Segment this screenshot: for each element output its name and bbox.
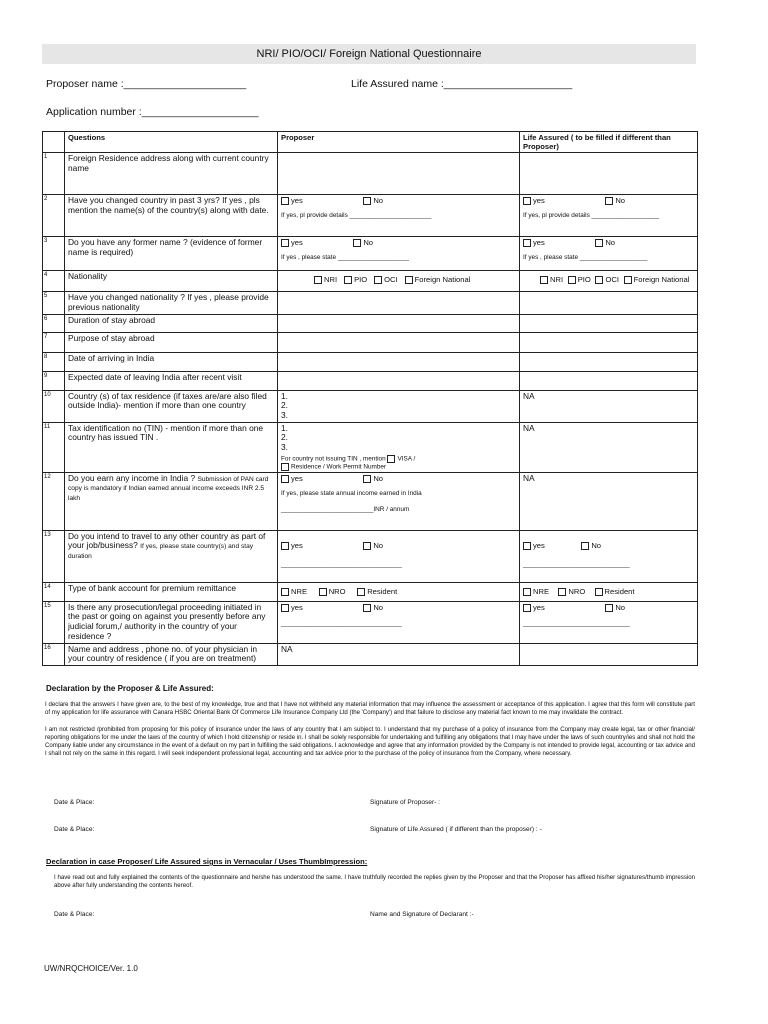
details-line[interactable]: __________________________________ [281,560,402,568]
nri-checkbox[interactable] [314,276,322,284]
yes-checkbox[interactable] [523,197,531,205]
date-place-label-3: Date & Place: [54,911,95,918]
question-text: Expected date of leaving India after recent visit [65,371,278,390]
residence-permit-checkbox[interactable] [281,463,289,471]
row-number: 16 [43,643,65,665]
no-label: No [373,473,384,483]
no-checkbox[interactable] [363,604,371,612]
row-number: 3 [43,237,65,271]
pio-label: PIO [354,275,368,285]
row-number: 5 [43,292,65,314]
question-text: Purpose of stay abroad [65,332,278,352]
row-number: 8 [43,352,65,371]
proposer-answer-cell[interactable]: NA [278,643,520,665]
proposer-answer-cell [278,530,520,582]
nro-label: NRO [568,586,586,596]
row-number: 7 [43,332,65,352]
question-text: Tax identification no (TIN) - mention if more than one country has issued TIN . [65,422,278,472]
provide-details-line[interactable]: If yes, pl provide details ___________________ [523,212,660,220]
table-row [43,271,698,292]
yes-label: yes [533,602,545,612]
question-text: Type of bank account for premium remittance [65,582,278,601]
life-assured-answer-cell [520,601,698,643]
no-label: No [373,602,384,612]
footer-version: UW/NRQCHOICE/Ver. 1.0 [44,964,138,973]
row-number: 1 [43,153,65,195]
row-number: 13 [43,530,65,582]
vernacular-heading: Declaration in case Proposer/ Life Assured signs in Vernacular / Uses ThumbImpression: [46,857,368,866]
resident-checkbox[interactable] [357,588,365,596]
life-assured-answer-cell: NA [520,422,698,472]
proposer-answer-cell[interactable] [278,422,520,472]
yes-checkbox[interactable] [281,475,289,483]
question-text: Duration of stay abroad [65,314,278,332]
question-text: Do you have any former name ? (evidence of former name is required) [65,237,278,271]
nro-checkbox[interactable] [558,588,566,596]
nre-label: NRE [533,586,550,596]
table-row [43,314,698,332]
no-label: No [373,196,384,206]
no-checkbox[interactable] [595,239,603,247]
no-checkbox[interactable] [605,604,613,612]
no-checkbox[interactable] [353,239,361,247]
no-label: No [373,540,384,550]
yes-checkbox[interactable] [281,604,289,612]
life-assured-answer-cell[interactable] [520,352,698,371]
question-text: Have you changed nationality ? If yes , please provide previous nationality [65,292,278,314]
row-number: 10 [43,390,65,422]
declaration-paragraph-2: I am not restricted /prohibited from proposing for this policy of insurance under the laws of any country that I am subject to. I understand that my purchase of a policy of insurance from the Company may create legal, tax or other financial/ reporting obligations for me under the laws of the country of which I hold citizenship or reside in. I shall be solely responsible for undertaking and fulfilling any obligations that I may have under the laws of such country/ies and shall not hold the Company liable under any circumstance in the event of a default on my part in fulfilling the said obligations. I acknowledge and agree that any information provided by the Company is not intended to provide legal, accounting or tax advice and I shall not rely on the same in this regard. I will seek independent professional legal, accounting and tax advice prior to the purchase of the policy of insurance from the Company, where necessary. [45,726,695,757]
life-assured-answer-cell[interactable] [520,332,698,352]
life-assured-answer-cell [520,530,698,582]
application-number-field[interactable]: Application number :____________________ [46,106,259,118]
declaration-heading: Declaration by the Proposer & Life Assured: [46,684,214,693]
question-text: Foreign Residence address along with current country name [65,153,278,195]
no-checkbox[interactable] [363,197,371,205]
life-assured-answer-cell [520,195,698,237]
table-row [43,292,698,314]
row-number: 11 [43,422,65,472]
nro-checkbox[interactable] [319,588,327,596]
question-text: Nationality [65,271,278,292]
entry-1: 1. [281,422,288,433]
foreign-national-checkbox[interactable] [624,276,632,284]
no-checkbox[interactable] [605,197,613,205]
question-text: Have you changed country in past 3 yrs? If yes , pls mention the name(s) of the country(s) along with date. [65,195,278,237]
table-row [43,237,698,271]
nre-label: NRE [291,586,308,596]
no-label: No [615,602,626,612]
yes-checkbox[interactable] [281,239,289,247]
yes-label: yes [291,473,303,483]
yes-checkbox[interactable] [523,239,531,247]
pio-checkbox[interactable] [344,276,352,284]
question-text: Name and address , phone no. of your physician in your country of residence ( if you are on treatment) [65,643,278,665]
proposer-answer-cell[interactable] [278,314,520,332]
life-assured-answer-cell[interactable] [520,314,698,332]
no-label: No [591,540,602,550]
table-header-row [43,132,698,153]
income-note: If yes, please state annual income earned in India [281,489,422,497]
life-assured-answer-cell [520,271,698,292]
pio-checkbox[interactable] [568,276,576,284]
proposer-answer-cell [278,582,520,601]
no-label: No [605,238,616,248]
proposer-answer-cell [278,472,520,530]
header-num [43,132,65,153]
date-place-label-1: Date & Place: [54,799,95,806]
oci-label: OCI [605,275,619,285]
proposer-answer-cell [278,601,520,643]
proposer-answer-cell[interactable] [278,352,520,371]
table-row [43,582,698,601]
table-row [43,530,698,582]
header-questions: Questions [65,132,278,153]
nri-label: NRI [550,275,564,285]
yes-label: yes [533,238,545,248]
question-text: Country (s) of tax residence (if taxes are/are also filed outside India)- mention if more than one country [65,390,278,422]
question-subtext: Submission of PAN card copy is mandatory if Indian earned annual income exceeds INR 2.5 lakh [68,475,269,503]
signature-proposer-label: Signature of Proposer- : [370,799,441,806]
life-assured-name-field[interactable]: Life Assured name :______________________ [351,78,573,90]
entry-3: 3. [281,442,288,453]
entry-1: 1. [281,390,288,401]
question-subtext: If yes, please state country(s) and stay duration [68,543,254,561]
nre-checkbox[interactable] [523,588,531,596]
income-line[interactable]: __________________________INR / annum [281,505,410,513]
please-state-line[interactable]: If yes , please state ____________________ [281,254,409,262]
resident-checkbox[interactable] [595,588,603,596]
row-number: 9 [43,371,65,390]
table-row [43,472,698,530]
visa-label: VISA [397,455,412,463]
no-checkbox[interactable] [363,542,371,550]
header-life-assured: Life Assured ( to be filled if different than Proposer) [520,132,698,153]
yes-checkbox[interactable] [281,542,289,550]
life-assured-answer-cell [520,582,698,601]
life-assured-answer-cell[interactable] [520,153,698,195]
proposer-answer-cell [278,271,520,292]
nri-label: NRI [324,275,338,285]
question-text: Date of arriving in India [65,352,278,371]
life-assured-answer-cell[interactable] [520,292,698,314]
question-text: Do you earn any income in India ? [68,472,196,483]
yes-label: yes [291,196,303,206]
proposer-answer-cell [278,237,520,271]
row-number: 15 [43,601,65,643]
life-assured-answer-cell: NA [520,390,698,422]
pio-label: PIO [577,275,591,285]
slash-separator: / [413,455,416,463]
row-number: 6 [43,314,65,332]
foreign-national-checkbox[interactable] [405,276,413,284]
entry-2: 2. [281,400,288,411]
no-label: No [363,238,374,248]
residence-permit-option [281,463,516,471]
yes-label: yes [533,196,545,206]
vernacular-paragraph: I have read out and fully explained the contents of the questionnaire and he/she has understood the same. I have truthfully recorded the replies given by the Proposer and that the Proposer has affixed his/her signatures/thumb impression above after fully understanding the contents hereof. [54,874,695,889]
yes-label: yes [291,238,303,248]
nre-checkbox[interactable] [281,588,289,596]
date-place-label-2: Date & Place: [54,826,95,833]
entry-3: 3. [281,410,288,421]
yes-checkbox[interactable] [281,197,289,205]
foreign-national-label: Foreign National [633,275,690,285]
proposer-answer-cell[interactable] [278,332,520,352]
question-cell [65,472,278,530]
life-assured-answer-cell: NA [520,472,698,530]
yes-checkbox[interactable] [523,604,531,612]
yes-checkbox[interactable] [523,542,531,550]
oci-label: OCI [384,275,398,285]
nro-label: NRO [328,586,346,596]
oci-checkbox[interactable] [374,276,382,284]
no-label: No [615,196,626,206]
details-line[interactable]: ______________________________ [523,560,630,568]
resident-label: Resident [367,586,398,596]
table-row [43,332,698,352]
row-number: 2 [43,195,65,237]
proposer-answer-cell[interactable] [278,292,520,314]
table-row [43,390,698,422]
table-row [43,352,698,371]
visa-checkbox[interactable] [387,455,395,463]
tin-note-text: For country not issuing TIN , mention [281,455,386,463]
yes-label: yes [291,602,303,612]
please-state-line[interactable]: If yes , please state ___________________ [523,254,648,262]
table-row [43,195,698,237]
provide-details-line[interactable]: If yes, pl provide details _______________________ [281,212,432,220]
row-number: 12 [43,472,65,530]
question-text: Is there any prosecution/legal proceeding initiated in the past or going on against you presently before any judicial forum,/ authority in the country of your residence ? [65,601,278,643]
foreign-national-label: Foreign National [414,275,471,285]
signature-life-assured-label: Signature of Life Assured ( if different than the proposer) : - [370,826,542,833]
entry-2: 2. [281,432,288,443]
proposer-answer-cell[interactable] [278,371,520,390]
no-checkbox[interactable] [581,542,589,550]
question-cell [65,530,278,582]
signature-declarant-label: Name and Signature of Declarant :- [370,911,474,918]
table-row [43,422,698,472]
tin-note [281,455,516,463]
life-assured-answer-cell[interactable] [520,643,698,665]
row-number: 14 [43,582,65,601]
resident-label: Resident [604,586,635,596]
details-line[interactable]: ______________________________ [523,619,630,627]
yes-label: yes [533,540,545,550]
nri-checkbox[interactable] [540,276,548,284]
declaration-paragraph-1: I declare that the answers I have given are, to the best of my knowledge, true and that I have not withheld any material information that may influence the assessment or acceptance of this application. I agree that this form will constitute part of my application for life assurance with Canara HSBC Oriental Bank Of Commerce Life Insurance Company Ltd (the 'Company') and that failure to disclose any material fact known to me may invalidate the contract. [45,701,695,716]
row-number: 4 [43,271,65,292]
table-row [43,153,698,195]
no-checkbox[interactable] [363,475,371,483]
table-row [43,643,698,665]
details-line[interactable]: __________________________________ [281,619,402,627]
proposer-answer-cell[interactable] [278,153,520,195]
table-row [43,601,698,643]
oci-checkbox[interactable] [595,276,603,284]
question-text: Do you intend to travel to any other country as part of your job/business? [68,530,266,551]
proposer-answer-cell[interactable] [278,390,520,422]
residence-permit-label: Residence / Work Permit Number [291,463,387,471]
proposer-name-field[interactable]: Proposer name :_____________________ [46,78,247,90]
header-proposer: Proposer [278,132,520,153]
yes-label: yes [291,540,303,550]
proposer-answer-cell [278,195,520,237]
life-assured-answer-cell [520,237,698,271]
page-title: NRI/ PIO/OCI/ Foreign National Questionnaire [42,44,696,64]
questionnaire-table [42,131,698,666]
life-assured-answer-cell[interactable] [520,371,698,390]
table-row [43,371,698,390]
